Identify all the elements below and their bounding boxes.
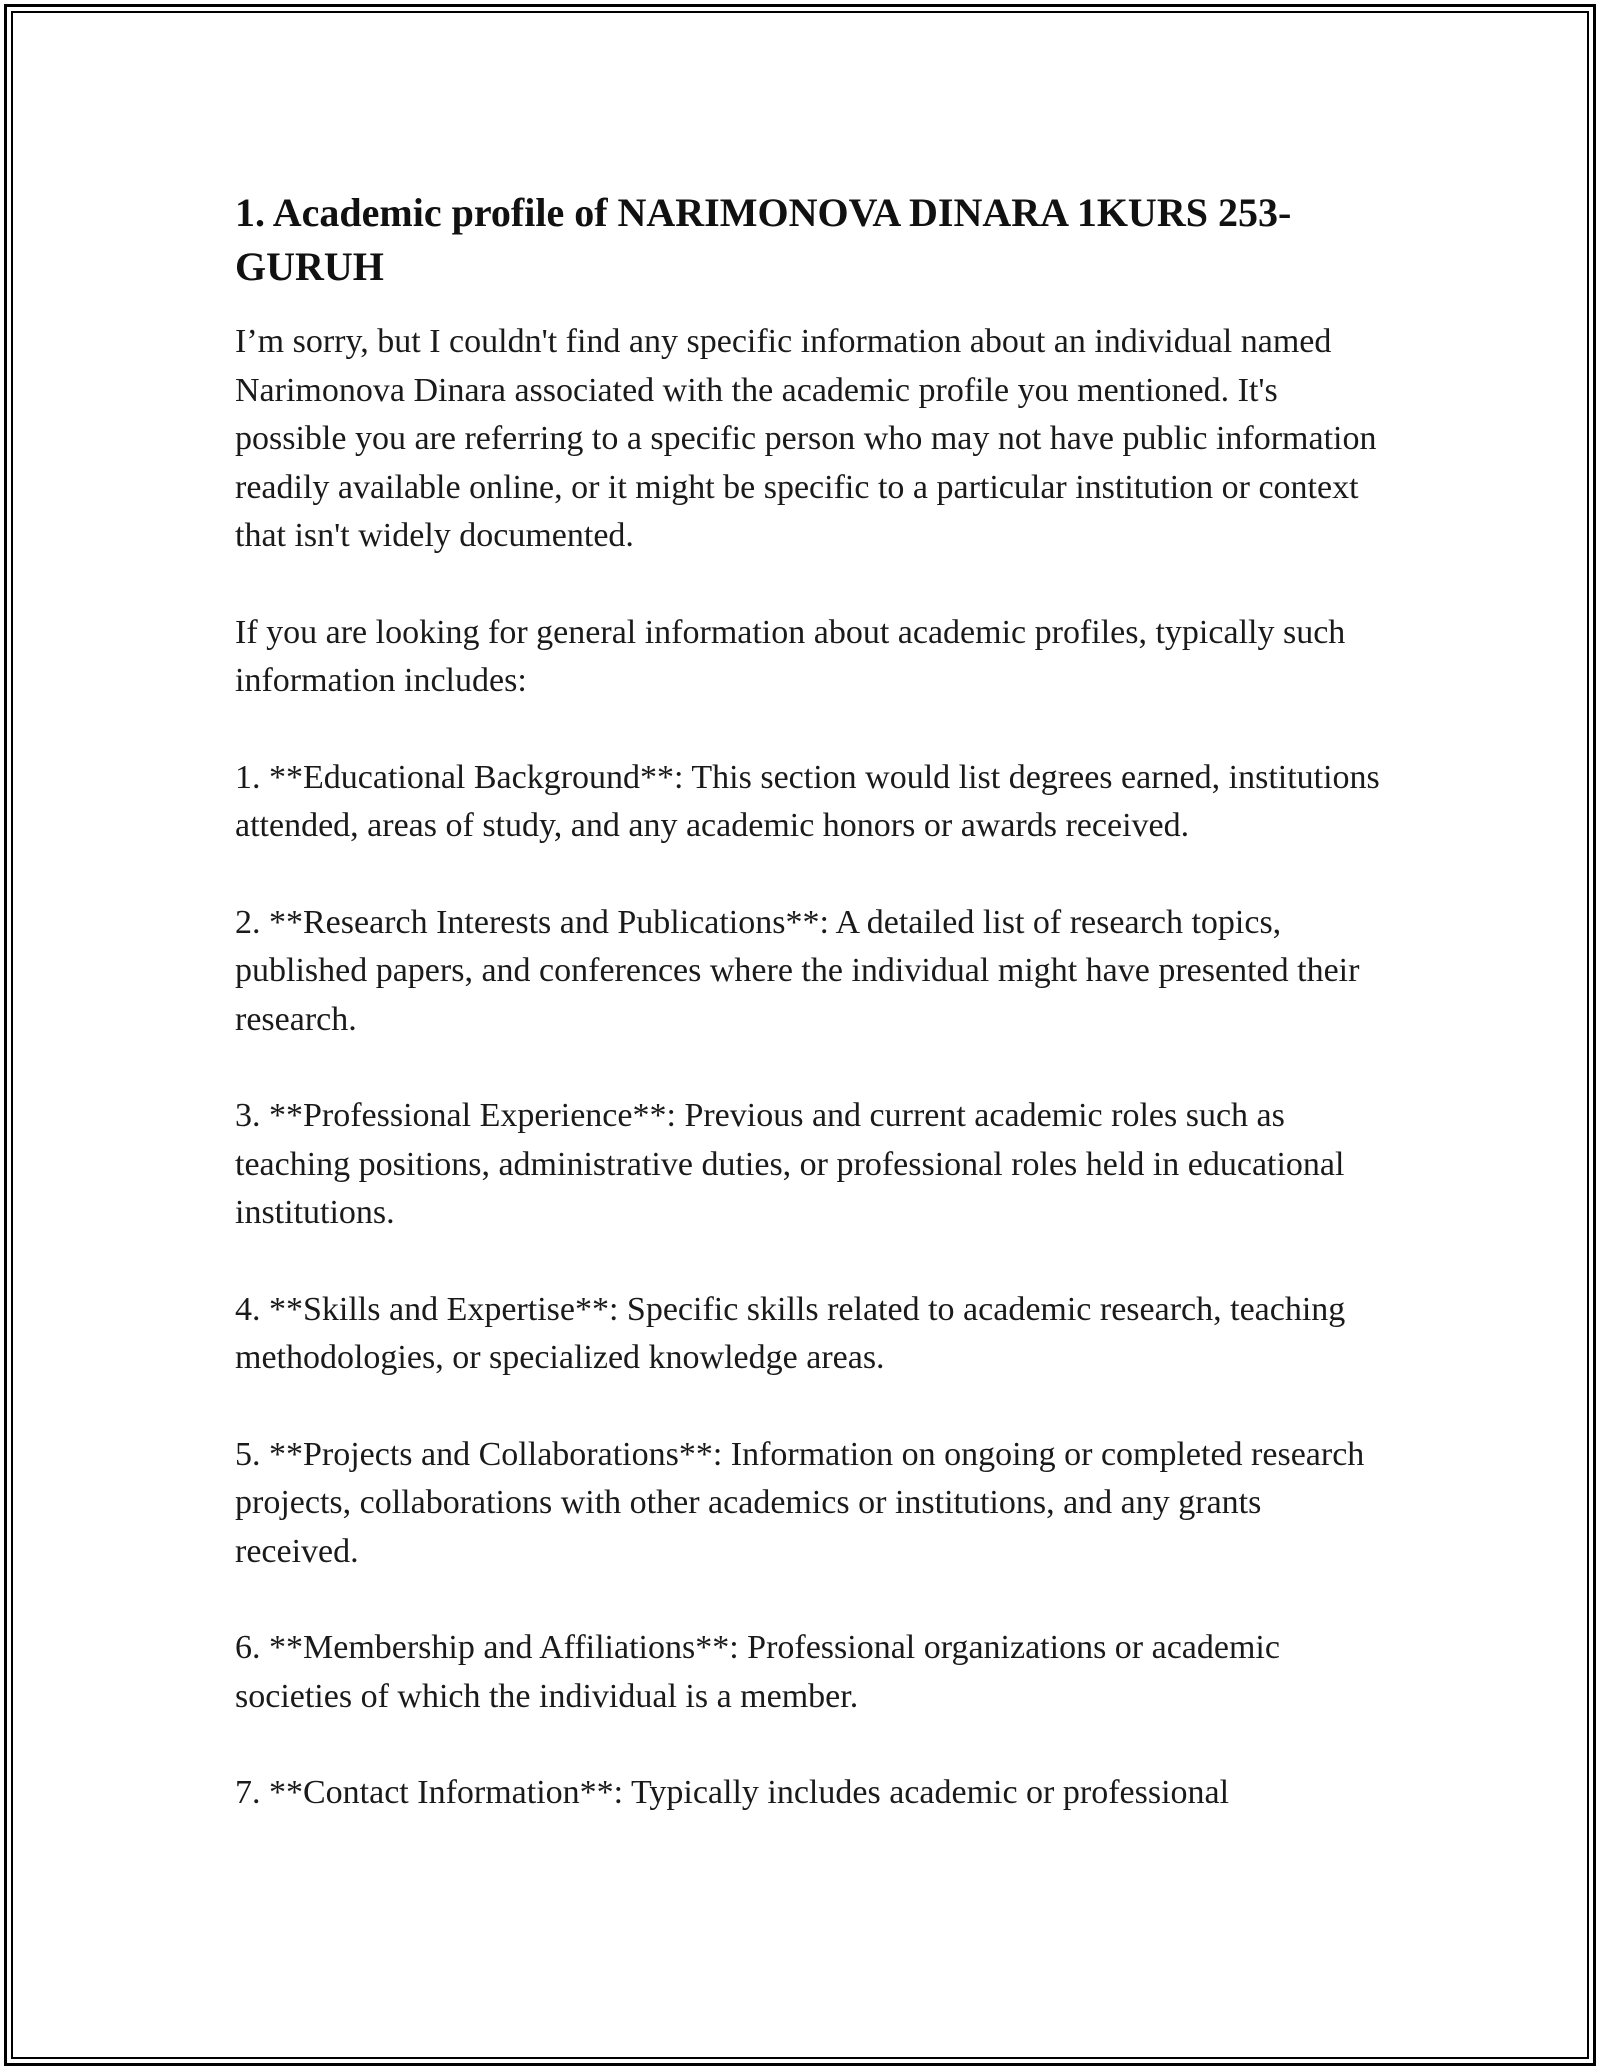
paragraph-intro: I’m sorry, but I couldn't find any specific information about an individual named Narimonova Dinara associated with the academic profile you mentioned. It's possible you are referring to a specific person who may not have public information readily available online, or it might be specific to a particular institution or context that isn't widely documented. [235, 323, 1377, 554]
list-item-research-interests: 2. **Research Interests and Publications**: A detailed list of research topics, published papers, and conferences where the individual might have presented their research. [235, 903, 1360, 1038]
list-item-professional-experience: 3. **Professional Experience**: Previous and current academic roles such as teaching positions, administrative duties, or professional roles held in educational institutions. [235, 1097, 1345, 1231]
list-item-skills-expertise: 4. **Skills and Expertise**: Specific skills related to academic research, teaching methodologies, or specialized knowledge areas. [235, 1290, 1346, 1376]
list-item-educational-background: 1. **Educational Background**: This section would list degrees earned, institutions attended, areas of study, and any academic honors or awards received. [235, 758, 1380, 844]
list-item-contact-information: 7. **Contact Information**: Typically includes academic or professional [235, 1774, 1230, 1811]
paragraph-general-info: If you are looking for general information about academic profiles, typically such information includes: [235, 613, 1346, 699]
document-body [235, 186, 1385, 1866]
document-title: 1. Academic profile of NARIMONOVA DINARA 1KURS 253-GURUH [235, 190, 1292, 289]
list-item-projects-collaborations: 5. **Projects and Collaborations**: Information on ongoing or completed research projects, collaborations with other academics or institutions, and any grants received. [235, 1435, 1365, 1570]
list-item-membership-affiliations: 6. **Membership and Affiliations**: Professional organizations or academic societies of which the individual is a member. [235, 1629, 1280, 1715]
